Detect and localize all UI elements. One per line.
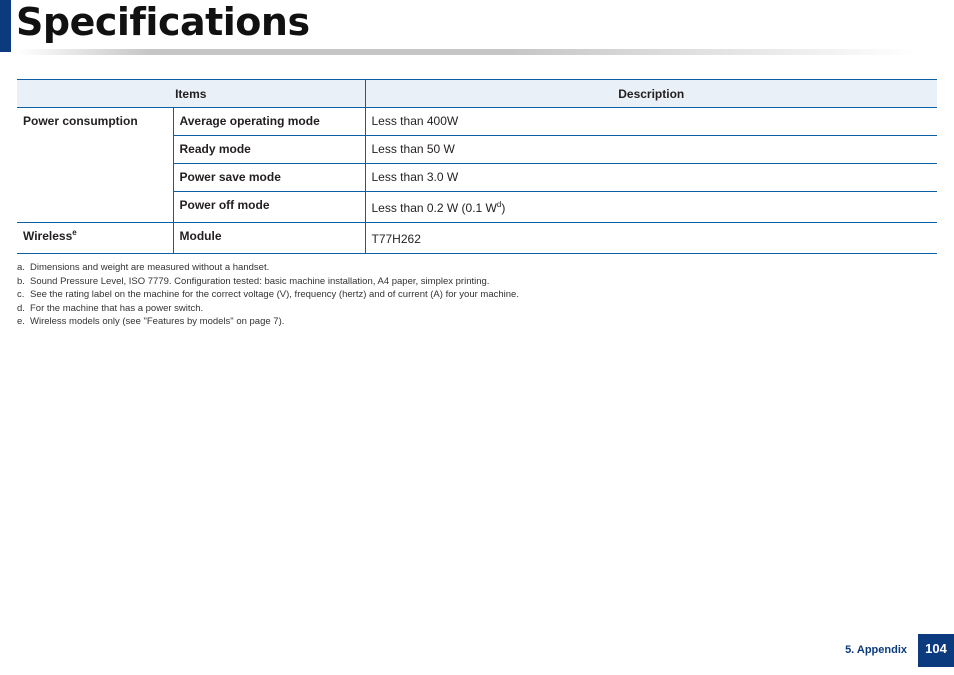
row-item: Power off mode [173,192,365,223]
footnotes [17,261,519,329]
table-row [17,108,937,136]
specifications-table [17,79,937,254]
table-row [17,223,937,254]
footnote-item: d. For the machine that has a power switch. [17,302,204,314]
row-description: Less than 400W [365,108,937,136]
footnote-item: b. Sound Pressure Level, ISO 7779. Configuration tested: basic machine installation, A4 paper, simplex printing. [17,275,490,287]
row-description: T77H262 [365,223,937,254]
wireless-label [17,223,173,254]
power-consumption-label: Power consumption [17,108,173,223]
desc-main: Less than 0.2 W (0.1 W [371,201,497,215]
footnote-item: a. Dimensions and weight are measured without a handset. [17,262,270,273]
footnote-item: c. See the rating label on the machine for the correct voltage (V), frequency (hertz) and of current (A) for your machine. [17,289,519,301]
footnote-item: e. Wireless models only (see "Features by models" on page 7). [17,316,285,328]
row-description: Less than 50 W [365,136,937,164]
row-item: Average operating mode [173,108,365,136]
page-number-badge: 104 [918,634,954,667]
footnote-ref-e[interactable]: e [72,228,77,237]
table-header-row [17,80,937,108]
row-item: Ready mode [173,136,365,164]
row-description [365,192,937,223]
row-description: Less than 3.0 W [365,164,937,192]
page-title: Specifications [16,0,310,44]
wireless-text: Wireless [23,229,73,243]
row-item: Module [173,223,365,254]
title-divider [16,49,916,55]
desc-tail: ) [501,201,506,215]
header-items: Items [17,80,365,108]
footer-section-link[interactable]: 5. Appendix [845,644,907,656]
footnote-ref-d[interactable]: d [496,200,502,209]
header-description: Description [365,80,937,108]
header-accent-bar [0,0,11,52]
row-item: Power save mode [173,164,365,192]
